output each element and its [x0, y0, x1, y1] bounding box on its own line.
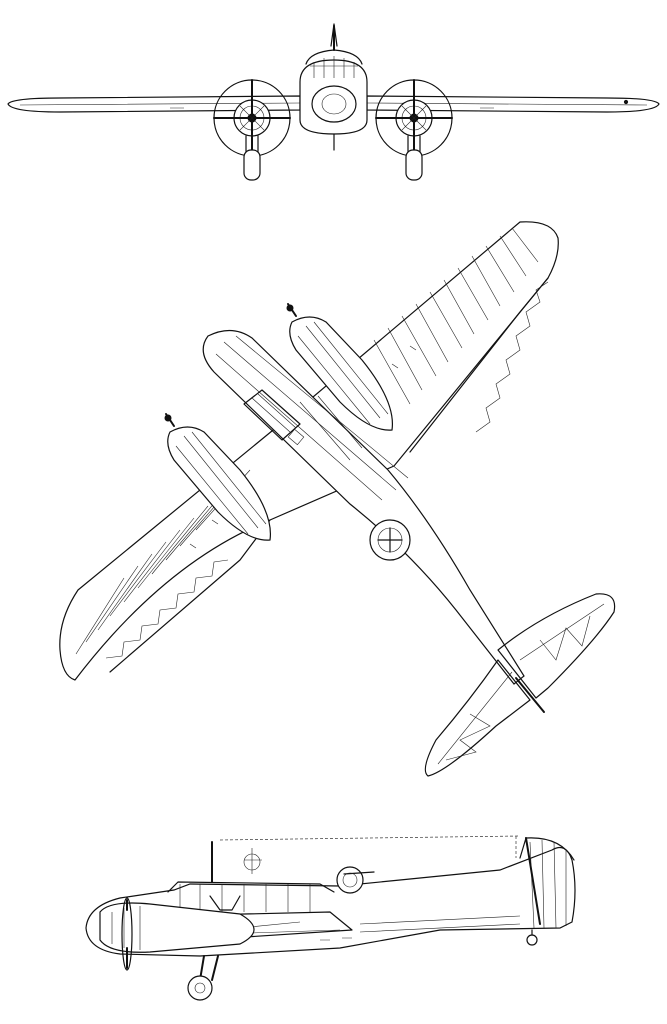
front-view — [8, 24, 659, 180]
plan-view — [60, 222, 615, 776]
side-view — [86, 836, 575, 1000]
